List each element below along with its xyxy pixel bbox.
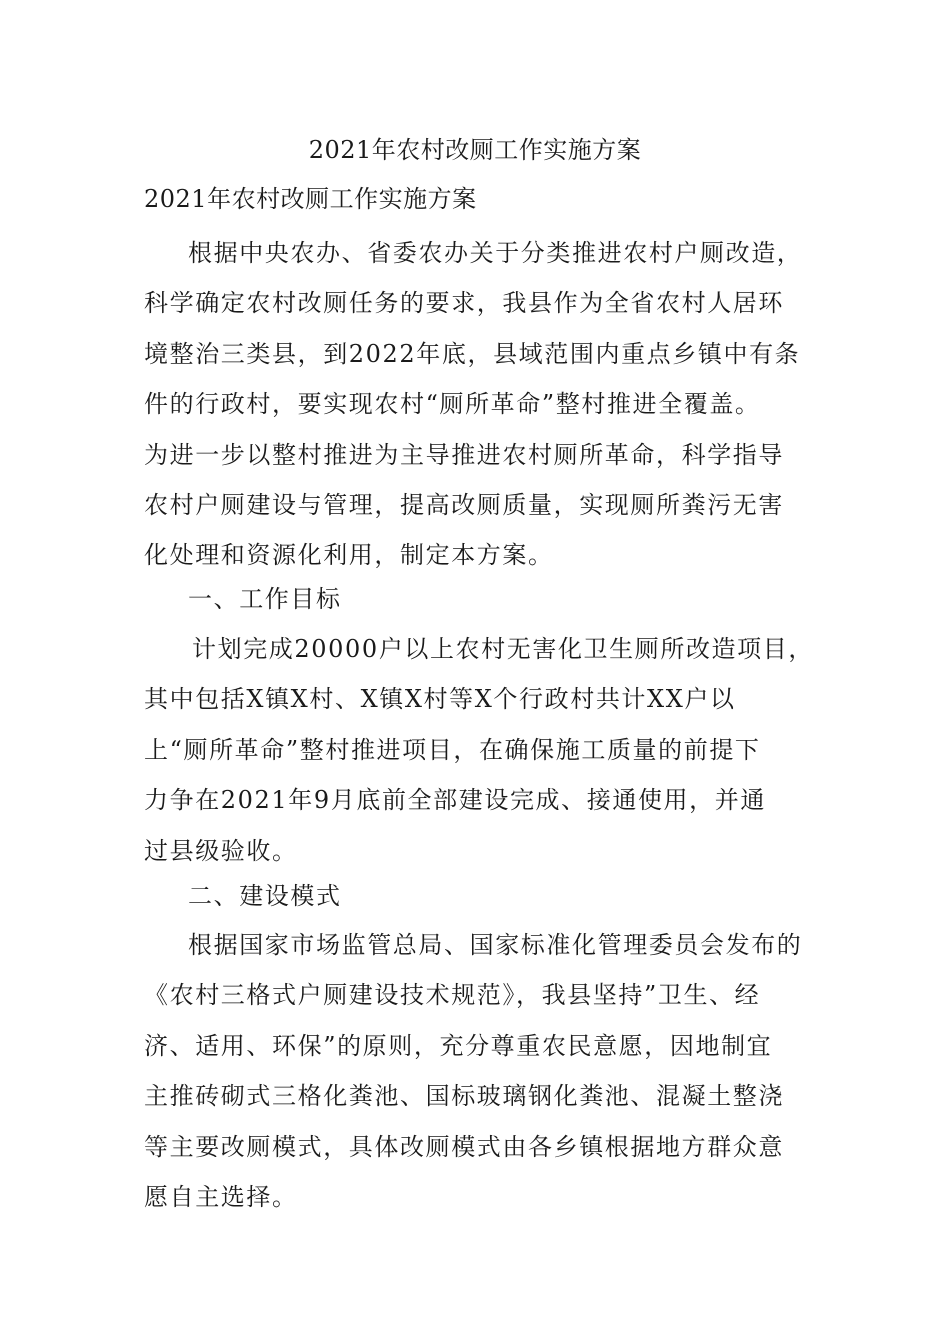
model-line: 根据国家市场监管总局、国家标准化管理委员会发布的 <box>188 931 803 959</box>
intro-line: 农村户厕建设与管理，提高改厕质量，实现厕所粪污无害 <box>144 491 784 520</box>
goals-line: 上“厕所革命”整村推进项目，在确保施工质量的前提下 <box>144 735 761 764</box>
model-line: 《农村三格式户厕建设技术规范》，我县坚持”卫生、经 <box>144 981 761 1010</box>
section-heading-goals: 一、工作目标 <box>188 585 342 613</box>
model-paragraph <box>144 920 810 1222</box>
intro-line: 化处理和资源化利用，制定本方案。 <box>144 541 554 570</box>
document-subtitle: 2021年农村改厕工作实施方案 <box>144 185 477 213</box>
intro-line: 根据中央农办、省委农办关于分类推进农村户厕改造， <box>188 239 803 267</box>
intro-line: 件的行政村，要实现农村“厕所革命”整村推进全覆盖。 <box>144 390 761 419</box>
goals-line: 计划完成20000户以上农村无害化卫生厕所改造项目， <box>192 635 814 663</box>
model-line: 济、适用、环保”的原则，充分尊重农民意愿，因地制宜 <box>144 1031 773 1060</box>
goals-paragraph <box>144 624 814 876</box>
intro-line: 科学确定农村改厕任务的要求，我县作为全省农村人居环 <box>144 289 784 318</box>
model-line: 愿自主选择。 <box>144 1183 298 1212</box>
document-title: 2021年农村改厕工作实施方案 <box>308 136 642 164</box>
intro-line: 为进一步以整村推进为主导推进农村厕所革命，科学指导 <box>144 440 784 469</box>
intro-paragraph <box>144 228 810 581</box>
model-line: 等主要改厕模式，具体改厕模式由各乡镇根据地方群众意 <box>144 1132 784 1161</box>
section-heading-model: 二、建设模式 <box>188 882 342 910</box>
goals-line: 其中包括X镇X村、X镇X村等X个行政村共计XX户以 <box>144 685 736 714</box>
goals-line: 力争在2021年9月底前全部建设完成、接通使用，并通 <box>144 786 766 815</box>
intro-line: 境整治三类县，到2022年底，县域范围内重点乡镇中有条 <box>144 339 801 368</box>
goals-line: 过县级验收。 <box>144 836 298 865</box>
model-line: 主推砖砌式三格化粪池、国标玻璃钢化粪池、混凝土整浇 <box>144 1082 784 1111</box>
